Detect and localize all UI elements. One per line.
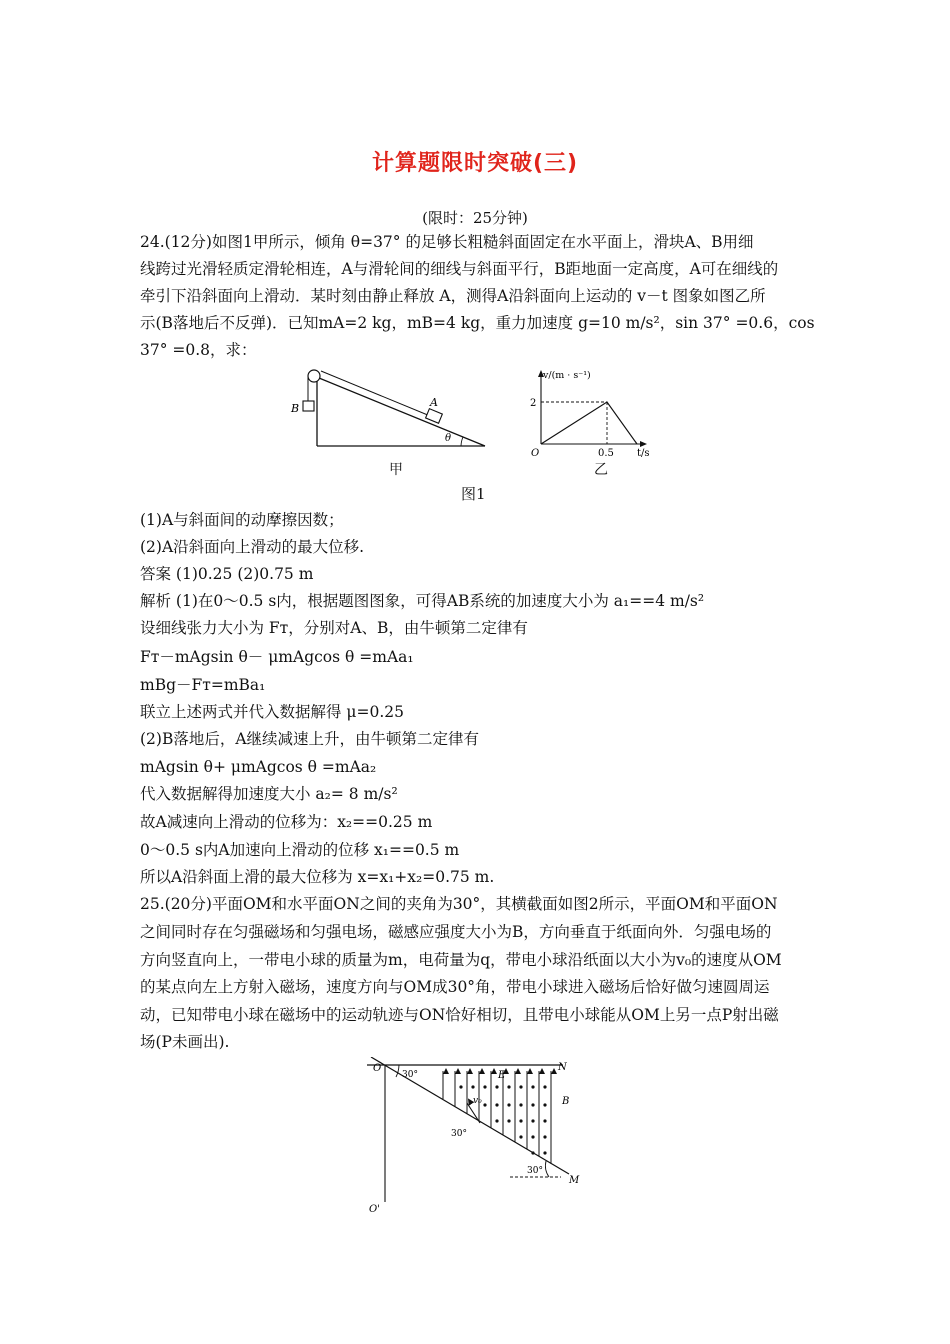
vt-line [541, 402, 637, 444]
angle-arc-top [396, 1065, 399, 1077]
q25-line: 的某点向左上方射入磁场，速度方向与OM成30°角，带电小球进入磁场后恰好做匀速圆周运 [140, 978, 770, 996]
angle-top: 30° [402, 1070, 418, 1080]
solution-line: (2)B落地后，A继续减速上升，由牛顿第二定律有 [140, 730, 480, 748]
label-E: E [498, 1070, 506, 1081]
q25-line: 之间同时存在匀强磁场和匀强电场，磁感应强度大小为B，方向垂直于纸面向外．匀强电场的 [140, 923, 772, 941]
label-theta: θ [445, 433, 452, 444]
label-N: N [558, 1062, 567, 1073]
t-tick: 0.5 [598, 448, 614, 459]
label-O: O [373, 1063, 382, 1074]
solution-line: mAgsin θ+ μmAgcos θ =mAa₂ [140, 758, 377, 776]
fig-caption-jia: 甲 [389, 462, 403, 478]
block-A [426, 409, 443, 424]
velocity-arrow [467, 1103, 480, 1123]
q25-line: 场(P未画出). [140, 1033, 230, 1051]
theta-arc [461, 437, 463, 446]
label-M: M [569, 1175, 580, 1186]
solution-line: 故A减速向上滑动的位移为：x₂==0.25 m [140, 813, 433, 831]
solution-line: 0～0.5 s内A加速向上滑动的位移 x₁==0.5 m [140, 841, 460, 859]
angle-bottom: 30° [527, 1166, 543, 1176]
solution-line: 设细线张力大小为 Fт，分别对A、B，由牛顿第二定律有 [140, 619, 528, 637]
vt-graph [525, 368, 665, 460]
q24-question: (2)A沿斜面向上滑动的最大位移. [140, 538, 365, 556]
origin-label: O [531, 448, 540, 459]
q25-line: 方向竖直向上，一带电小球的质量为m，电荷量为q，带电小球沿纸面以大小为v₀的速度从OM [140, 951, 782, 969]
label-B-field: B [562, 1096, 570, 1107]
solution-line: 代入数据解得加速度大小 a₂= 8 m/s² [140, 785, 398, 803]
angle-arc-bottom [545, 1161, 549, 1177]
fig-caption-yi: 乙 [594, 462, 608, 478]
field-lines [443, 1071, 551, 1164]
q25-line: 25.(20分)平面OM和水平面ON之间的夹角为30°，其横截面如图2所示，平面OM和平面ON [140, 895, 778, 913]
t-axis-arrow [640, 441, 647, 447]
page-title: 计算题限时突破(三) [371, 151, 579, 176]
string-to-A [321, 371, 435, 418]
solution-line: 所以A沿斜面上滑的最大位移为 x=x₁+x₂=0.75 m. [140, 868, 495, 886]
field-figure [355, 1057, 595, 1217]
pulley-icon [308, 370, 320, 382]
label-O-prime: O' [369, 1204, 380, 1215]
q24-line: 示(B落地后不反弹)．已知mA=2 kg，mB=4 kg，重力加速度 g=10 m/s²，sin 37° =0.6，cos [140, 314, 815, 332]
q24-line: 37° =0.8，求： [140, 341, 257, 359]
time-limit: (限时：25分钟) [422, 209, 528, 227]
q24-question: (1)A与斜面间的动摩擦因数； [140, 511, 344, 529]
q25-line: 动，已知带电小球在磁场中的运动轨迹与ON恰好相切，且带电小球能从OM上另一点P射出磁 [140, 1006, 779, 1024]
angle-mid: 30° [451, 1129, 467, 1139]
q24-answer: 答案 (1)0.25 (2)0.75 m [140, 565, 314, 583]
q24-line: 线跨过光滑轻质定滑轮相连，A与滑轮间的细线与斜面平行，B距地面一定高度，A可在细线的 [140, 260, 779, 278]
incline-surface [319, 378, 485, 446]
solution-line: mBg－Fт=mBa₁ [140, 676, 266, 694]
figure-1-caption: 图1 [461, 485, 486, 503]
solution-line: Fт－mAgsin θ－ μmAgcos θ =mAa₁ [140, 648, 414, 666]
q24-line: 24.(12分)如图1甲所示，倾角 θ=37° 的足够长粗糙斜面固定在水平面上，滑块A、B用细 [140, 233, 754, 251]
v-axis-label: v/(m · s⁻¹) [543, 370, 591, 381]
label-B: B [291, 402, 300, 415]
solution-line: 联立上述两式并代入数据解得 μ=0.25 [140, 703, 405, 721]
q24-line: 牵引下沿斜面向上滑动．某时刻由静止释放 A，测得A沿斜面向上运动的 v－t 图象如图乙所 [140, 287, 766, 305]
label-v0: v₀ [473, 1096, 482, 1106]
block-B [303, 401, 314, 411]
label-A: A [430, 396, 438, 409]
v-tick: 2 [530, 398, 537, 409]
t-axis-label: t/s [637, 448, 650, 459]
solution-line: 解析 (1)在0～0.5 s内，根据题图图象，可得AB系统的加速度大小为 a₁==4 m/s² [140, 592, 705, 610]
